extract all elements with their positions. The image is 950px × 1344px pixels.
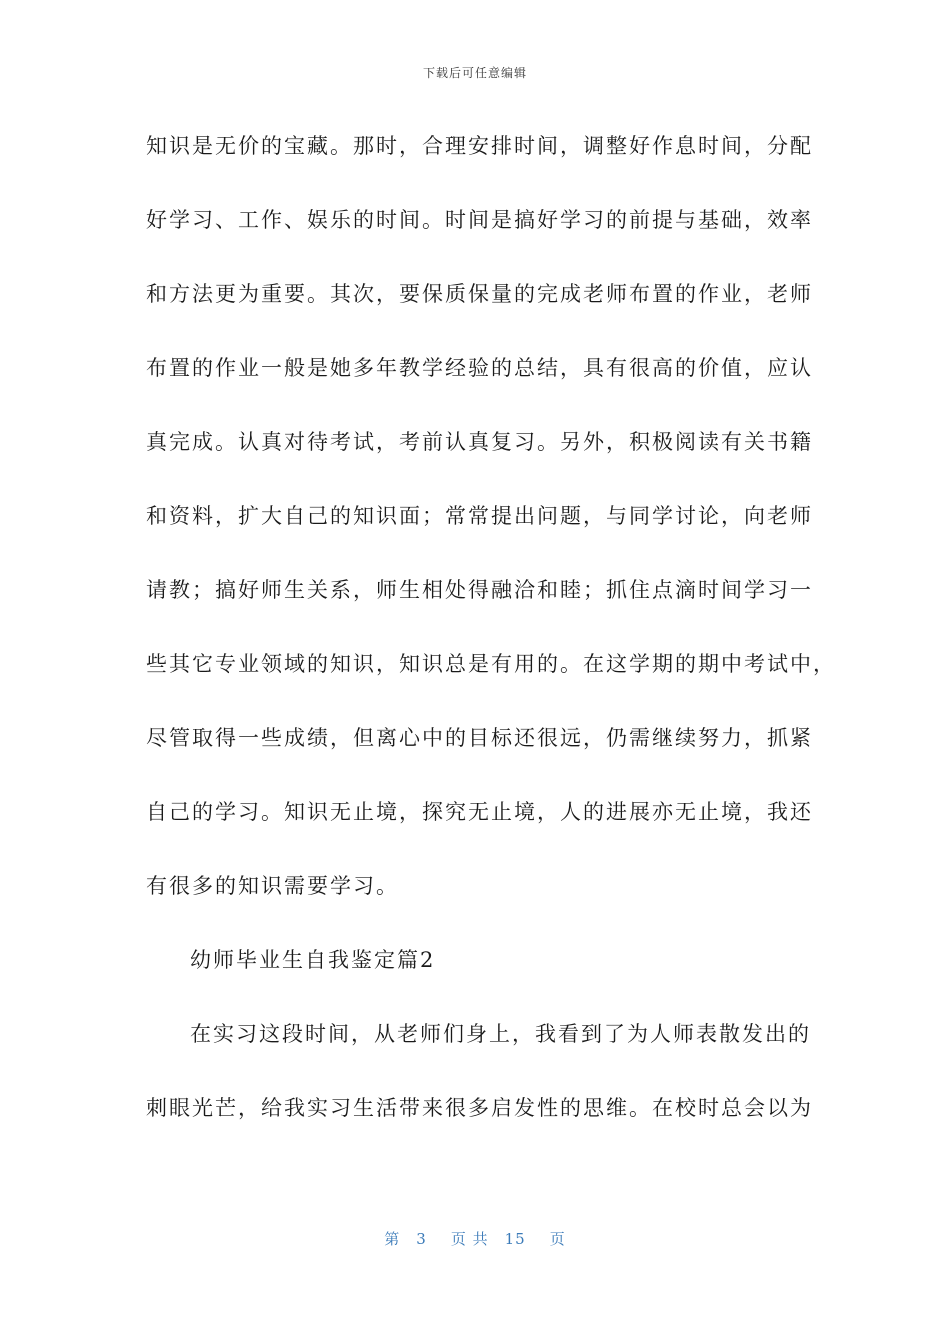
body-line: 真完成。认真对待考试，考前认真复习。另外，积极阅读有关书籍 xyxy=(146,430,813,454)
footer-page-suffix: 页 xyxy=(549,1230,566,1248)
body-line: 和方法更为重要。其次，要保质保量的完成老师布置的作业，老师 xyxy=(146,282,813,306)
footer-page-total: 15 xyxy=(504,1230,526,1248)
body-line: 知识是无价的宝藏。那时，合理安排时间，调整好作息时间，分配 xyxy=(146,134,813,158)
section-title: 幼师毕业生自我鉴定篇2 xyxy=(190,948,436,972)
document-body xyxy=(146,126,836,1162)
body-line: 些其它专业领域的知识，知识总是有用的。在这学期的期中考试中， xyxy=(146,652,836,676)
body-line: 尽管取得一些成绩，但离心中的目标还很远，仍需继续努力，抓紧 xyxy=(146,726,813,750)
body-line: 好学习、工作、娱乐的时间。时间是搞好学习的前提与基础，效率 xyxy=(146,208,813,232)
body-line: 自己的学习。知识无止境，探究无止境，人的进展亦无止境，我还 xyxy=(146,800,813,824)
body-line: 布置的作业一般是她多年教学经验的总结，具有很高的价值，应认 xyxy=(146,356,813,380)
footer-page-middle: 页 共 xyxy=(450,1230,489,1248)
body-line: 请教；搞好师生关系，师生相处得融洽和睦；抓住点滴时间学习一 xyxy=(146,578,813,602)
page-footer xyxy=(0,1228,950,1249)
footer-page-prefix: 第 xyxy=(384,1230,401,1248)
body-line: 刺眼光芒，给我实习生活带来很多启发性的思维。在校时总会以为 xyxy=(146,1096,813,1120)
footer-page-number: 3 xyxy=(416,1230,427,1248)
body-line: 和资料，扩大自己的知识面；常常提出问题，与同学讨论，向老师 xyxy=(146,504,813,528)
body-line: 有很多的知识需要学习。 xyxy=(146,874,399,898)
page-header: 下载后可任意编辑 xyxy=(422,66,527,80)
body-line: 在实习这段时间，从老师们身上，我看到了为人师表散发出的 xyxy=(190,1022,811,1046)
